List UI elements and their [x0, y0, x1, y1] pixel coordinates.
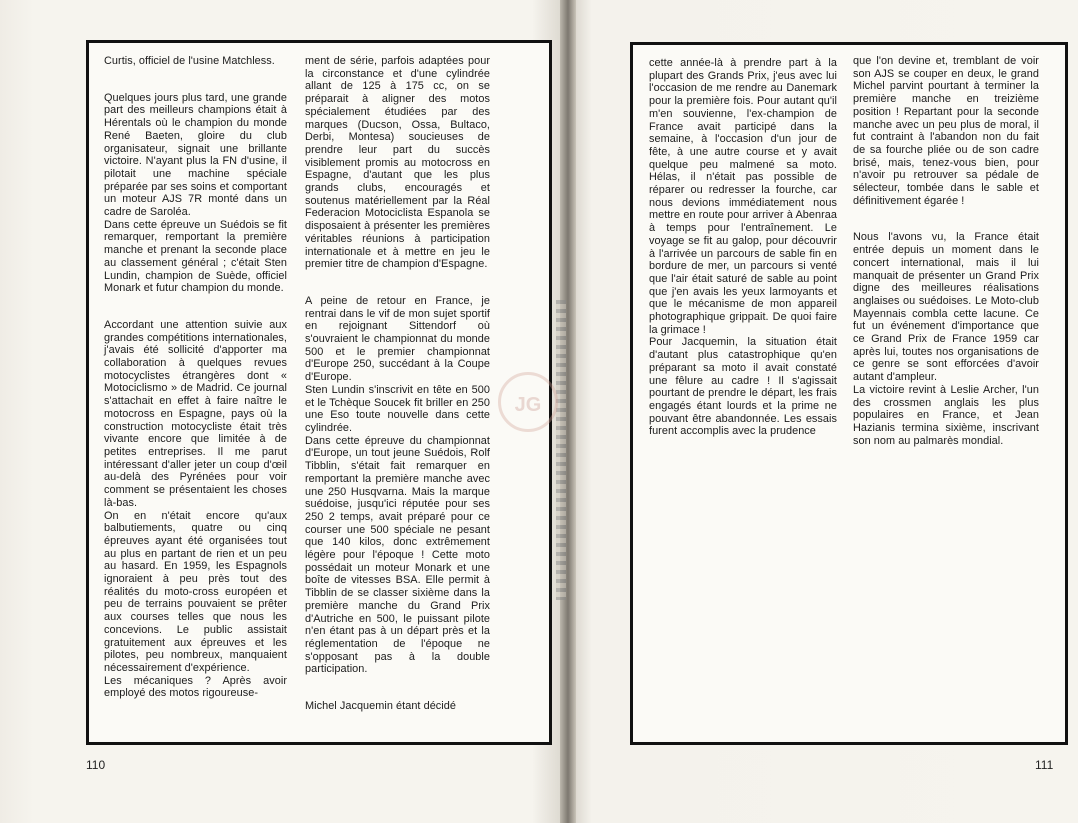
photo-bleed-edge: [556, 300, 566, 600]
left-column-1: [104, 55, 287, 700]
paragraph: Dans cette épreuve un Suédois se fit remarquer, remportant la première manche et prenant la seconde place au classement général ; c'était Sten Lundin, champion de Suède, officiel Monark et futur champion du monde.: [104, 218, 287, 295]
paragraph: Sten Lundin s'inscrivit en tête en 500 et le Tchèque Soucek fit briller en 250 une Eso toute nouvelle dans cette cylindrée.: [305, 383, 490, 434]
paragraph: On en n'était encore qu'aux balbutiements, quatre ou cinq épreuves ayant été organisées tout au plus en partant de rien et un peu au hasard. En 1959, les Espagnols ignoraient à peu près tout des réalités du moto-cross européen et peu de terrains pouvaient se prêter aux courses telles que nous les concevions. Le public assistait gratuitement aux épreuves et les pilotes, peu nombreux, manquaient nécessairement d'expérience.: [104, 509, 287, 674]
paragraph: ment de série, parfois adaptées pour la circonstance et d'une cylindrée allant de 125 à 175 cc, on se préparait à aligner des motos spécialement étudiées par des marques (Ducson, Ossa, Bultaco, Derbi, Montesa) soucieuses de prendre leur part du succès visiblement promis au motocross en Espagne, d'autant que les plus grands clubs, encouragés et soutenus matériellement par la Réal Federacion Motociclista Espanola se disposaient à présenter les premières véritables réunions à participation internationale et à mettre en jeu le premier titre de champion d'Espagne.: [305, 55, 490, 271]
paragraph: La victoire revint à Leslie Archer, l'un des crossmen anglais les plus populaires en France, et Jean Hazianis termina sixième, inscrivant son nom au palmarès mondial.: [853, 383, 1039, 447]
left-text-frame: [86, 40, 552, 745]
page-number-right: 111: [1035, 758, 1054, 772]
right-column-2: [853, 55, 1039, 447]
paragraph: Curtis, officiel de l'usine Matchless.: [104, 55, 275, 67]
paragraph: Michel Jacquemin étant décidé: [305, 700, 456, 713]
left-column-2: [305, 55, 490, 713]
page-number-left: 110: [86, 758, 106, 772]
right-column-1: [649, 57, 837, 438]
paragraph: que l'on devine et, tremblant de voir son AJS se couper en deux, le grand Michel parvint pourtant à terminer la première manche en treizième position ! Repartant pour la seconde manche avec un peu plus de moral, il fut contraint à l'abandon non du fait de sa fourche pliée ou de son cadre brisé, mais, tenez-vous bien, pour n'avoir pu retrouver sa pédale de sélecteur, tombée dans le sable et définitivement égarée !: [853, 55, 1039, 207]
paragraph: Pour Jacquemin, la situation était d'autant plus catastrophique qu'en préparant sa moto il avait constaté une fêlure au cadre ! Il s'agissait pourtant de prendre le départ, les frais engagés étant lourds et la prime ne pouvant être abandonnée. Les essais furent accomplis avec la prudence: [649, 336, 837, 438]
paragraph: cette année-là à prendre part à la plupart des Grands Prix, j'eus avec lui l'occasion de me rendre au Danemark pour la première fois. Pour autant qu'il m'en souvienne, l'ex-champion de France avait participé dans la semaine, à l'occasion d'un jour de fête, à une autre course et y avait quelque peu malmené sa moto. Hélas, il n'était pas possible de réparer ou redresser la fourche, car nous devions immédiatement nous mettre en route pour arriver à Abenraa à temps pour l'entraînement. Le voyage se fit au galop, pour découvrir à l'arrivée un parcours de sable fin en bordure de mer, un parcours si venté que l'air était saturé de sable au point que j'en avais les yeux larmoyants et que le mécanisme de mon appareil photographique grippait. De quoi faire la grimace !: [649, 57, 837, 336]
library-stamp-icon: JG: [498, 372, 558, 432]
paragraph: Dans cette épreuve du championnat d'Europe, un tout jeune Suédois, Rolf Tibblin, s'était fait remarquer en remportant la première manche avec une 250 Husqvarna. Mais la marque suédoise, jusqu'ici réputée pour ses 250 2 temps, avait préparé pour ce courser une 500 spéciale ne pesant que 140 kilos, donc extrêmement légère pour l'époque ! Cette moto possédait un moteur Monark et une boîte de vitesses BSA. Elle permit à Tibblin de se classer sixième dans la première manche du Grand Prix d'Autriche en 500, le puissant pilote n'en étant pas à un départ près et la réglementation de l'époque ne s'opposant pas à la double participation.: [305, 434, 490, 676]
right-text-frame: [630, 42, 1068, 745]
paragraph: Quelques jours plus tard, une grande part des meilleurs champions était à Hérentals où le champion du monde René Baeten, gloire du club organisateur, signait une brillante victoire. N'ayant plus la FN d'usine, il pilotait une machine spéciale préparée par ses soins et comportant un moteur AJS 7R monté dans un cadre de Saroléa.: [104, 91, 287, 219]
paragraph: Les mécaniques ? Après avoir employé des motos rigoureuse-: [104, 674, 287, 700]
paragraph: Nous l'avons vu, la France était entrée depuis un moment dans le concert international, mais il lui manquait de présenter un Grand Prix digne des meilleures réalisations anglaises ou suédoises. Le Moto-club Mayennais combla cette lacune. Ce fut un événement d'importance que ce Grand Prix de France 1959 car après lui, toutes nos organisations de ce genre se sont efforcées d'avoir autant d'ampleur.: [853, 231, 1039, 384]
paragraph: A peine de retour en France, je rentrai dans le vif de mon sujet sportif en rejoignant Sittendorf où s'ouvraient le championnat du monde 500 et le premier championnat d'Europe 250, succédant à la Coupe d'Europe.: [305, 294, 490, 384]
paragraph: Accordant une attention suivie aux grandes compétitions internationales, j'avais été sollicité d'apporter ma collaboration à quelques revues motocyclistes étrangères dont « Motociclismo » de Madrid. Ce journal s'attachait en effet à faire naître le motocross en Espagne, pays où la construction motocycliste était très vivante encore que limitée à de petites entreprises. Il me parut intéressant d'aller jeter un coup d'œil au-delà des Pyrénées pour voir comment se présentaient les choses là-bas.: [104, 318, 287, 509]
